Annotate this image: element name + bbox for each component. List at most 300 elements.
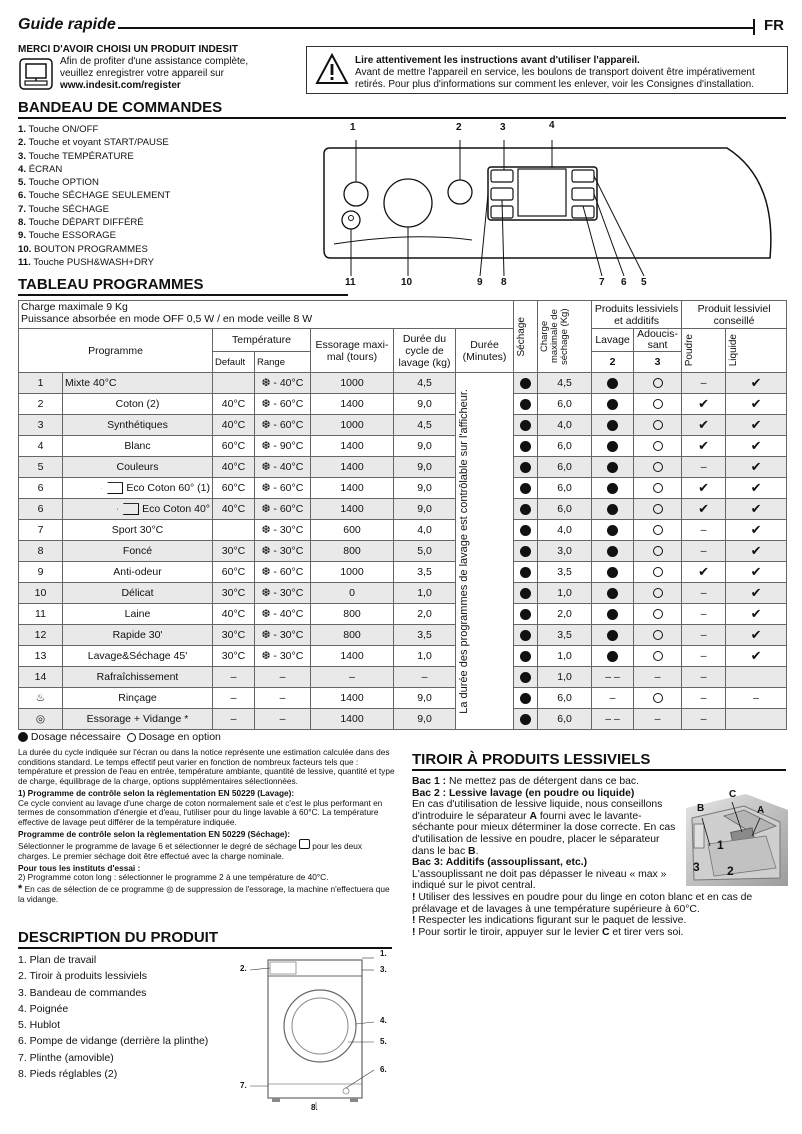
cell-value: ✔ [750,564,762,579]
list-item: 1. Touche ON/OFF [18,124,99,135]
cell-adou [634,415,682,436]
cell-dry [514,688,538,709]
cell-poudre [682,604,726,625]
callout-6: 6 [621,277,627,288]
cell-value: – [700,650,707,662]
cell-poudre [682,415,726,436]
table-row [19,583,787,604]
note-sechage-b: pour les deux charges. Le premier séchage doit être effectué avec la charge nominale. [18,841,363,862]
table-row [19,499,787,520]
program-number: 7 [19,520,63,541]
cell-cycle: 9,0 [394,709,456,730]
cell-value: 3,0 [557,545,572,557]
cell-dcharge [538,520,592,541]
cell-dcharge [538,583,592,604]
cell-dry [514,625,538,646]
cell-value: 3,5 [557,629,572,641]
cell-dcharge [538,373,592,394]
cell-range: ❆ - 60°C [255,415,311,436]
dot-marker [607,420,618,431]
list-item: 6. Pompe de vidange (derrière la plinthe) [18,1035,209,1048]
cell-dcharge [538,562,592,583]
dot-marker [520,420,531,431]
cell-value: ✔ [750,543,762,558]
cell-dcharge [538,667,592,688]
list-item: 5. Touche OPTION [18,177,99,189]
cell-adou [634,646,682,667]
cell-dry [514,520,538,541]
duree-header: Durée (Minutes) [456,329,514,373]
callout-3: 3 [500,122,506,133]
ring-marker [653,420,663,430]
dot-marker [607,504,618,515]
dot-marker [520,441,531,452]
program-number: 8 [19,541,63,562]
cell-adou [634,583,682,604]
cell-range: ❆ - 60°C [255,394,311,415]
cell-def: 30°C [213,646,255,667]
bac2-text-1: En cas d'utilisation de lessive liquide, nous conseillons d'introduire le séparateur [412,799,663,822]
ring-marker [653,525,663,535]
table-row [19,604,787,625]
list-item: 1. Plan de travail [18,954,97,966]
cell-adou [634,562,682,583]
program-name: Couleurs [63,457,213,478]
dot-marker [520,504,531,515]
cell-adou [634,457,682,478]
cell-dry [514,667,538,688]
bac1-text: Ne mettez pas de détergent dans ce bac. [446,776,640,787]
ring-marker [653,693,663,703]
cell-poudre [682,499,726,520]
ring-marker [653,651,663,661]
cell-range: ❆ - 60°C [255,499,311,520]
list-item: 4. ÉCRAN [18,163,63,175]
table-row [19,688,787,709]
cell-def [213,373,255,394]
callout-7: 7 [599,277,605,288]
cell-value: ✔ [750,459,762,474]
cell-value: ✔ [750,417,762,432]
cell-cycle: 1,0 [394,583,456,604]
ring-marker [653,399,663,409]
guide-title: Guide rapide [18,16,116,33]
cell-poudre [682,646,726,667]
list-item: 5. Hublot [18,1019,61,1032]
cell-spin: 1000 [311,562,394,583]
list-item: 3. Bandeau de commandes [18,986,147,999]
table-row [19,436,787,457]
list-item: 8. Touche DÉPART DIFFÉRÉ [18,217,144,229]
ring-marker [653,609,663,619]
cell-value: – [700,524,707,536]
cell-value: ✔ [698,438,709,453]
product-title: DESCRIPTION DU PRODUIT [18,929,219,946]
cell-cycle: 5,0 [394,541,456,562]
cell-value: – [700,713,707,725]
ring-marker [653,504,663,514]
ring-marker [653,588,663,598]
list-item: 11. Touche PUSH&WASH+DRY [18,256,155,268]
cell-value: – – [605,713,620,725]
cell-liquide [726,520,787,541]
register-url[interactable]: www.indesit.com/register [60,80,181,91]
cell-dry [514,583,538,604]
notes-block: La durée du cycle indiquée sur l'écran ou dans la notice représente une estimation calculée dans des conditions standard. Le temps effectif peut varier en fonction de nombreux facteurs tels que : température et pression de l'eau en entrée, température ambiante, quantité de lessive, quantité et type de charge, équilibrage de la charge, options supplémentaires sélectionnées. 1) Programme de contrôle selon la règlementation EN 50229 (Lavage): Ce cycle convient au lavage d'une charge de coton normalement sale et c'est le plus performant en termes de consommation d'énergie et d'eau, l'utiliser pour du linge lavable à 60°C. La température effective de lavage peut différer de la température indiquée. Programme de contrôle selon la règlementation EN 50229 (Séchage): Sélectionner le programme de lavage 6 et sélectionner le degré de séchage pour les deux charges. Le premier séchage doit être effectué avec la charge nominale. Pour tous les instituts d'essai : 2) Programme coton long : sélectionner le programme 2 à une température de 40°C. * En cas de sélection de ce programme ◎ de suppression de l'essorage, la machine n'effectuera que la vidange. [18,747,395,904]
cell-value: ✔ [698,417,709,432]
cell-def: 30°C [213,625,255,646]
cell-dcharge [538,688,592,709]
range-header: Range [255,352,311,373]
programs-table [18,300,787,730]
dot-marker [520,378,531,389]
power-text: Puissance absorbée en mode OFF 0,5 W / en mode veille 8 W [21,313,313,325]
cell-dry [514,604,538,625]
program-name: Rinçage [63,688,213,709]
note-heading-lavage: 1) Programme de contrôle selon la règlementation EN 50229 (Lavage): [18,787,295,798]
program-number: 3 [19,415,63,436]
cell-lav [592,373,634,394]
bac2-a: A [529,810,538,822]
dot-marker [607,588,618,599]
charge-text: Charge maximale 9 Kg [21,301,128,313]
cell-spin: 800 [311,541,394,562]
cell-dcharge [538,394,592,415]
product-callout-8: 8. [311,1103,318,1112]
cell-adou [634,625,682,646]
program-name: Essorage + Vidange * [63,709,213,730]
list-item: 8. Pieds réglables (2) [18,1068,118,1081]
cell-def: – [213,688,255,709]
cell-spin: 1000 [311,373,394,394]
drawer-title: TIROIR À PRODUITS LESSIVIELS [412,751,651,768]
cell-dcharge [538,646,592,667]
program-number [19,688,63,709]
thanks-block [18,44,298,92]
cell-liquide [726,583,787,604]
poudre-header: Poudre [682,329,726,373]
program-name: Mixte 40°C [63,373,213,394]
cell-spin: 1400 [311,457,394,478]
dot-marker [607,651,618,662]
cell-def: 40°C [213,499,255,520]
ring-marker [653,630,663,640]
cell-range: ❆ - 30°C [255,646,311,667]
cell-value: – [753,692,759,704]
note-heading-instituts: Pour tous les instituts d'essai : [18,862,141,873]
cell-dry [514,457,538,478]
cell-spin: 1400 [311,478,394,499]
cell-dcharge [538,499,592,520]
cell-liquide [726,415,787,436]
cell-lav [592,625,634,646]
product-callout-2: 2. [240,964,247,973]
callout-4: 4 [549,120,555,131]
bac3-label: Bac 3: Additifs (assouplissant, etc.) [412,857,588,869]
drawer-note-c: C [602,926,610,938]
ring-marker [653,378,663,388]
cell-spin: 1400 [311,394,394,415]
default-header: Default [213,352,255,373]
dot-marker [607,609,618,620]
dot-marker [607,525,618,536]
program-number: 10 [19,583,63,604]
spin-icon: ◎ [166,884,174,895]
duration-note-cell [456,373,514,730]
drawer-label-1: 1 [717,838,724,852]
cell-value: 3,5 [557,566,572,578]
note-heading-sechage: Programme de contrôle selon la règlementation EN 50229 (Séchage): [18,828,291,839]
cell-value: – [700,629,707,641]
eco-tag-icon [101,482,123,494]
cell-def: 40°C [213,394,255,415]
list-item: 6. Touche SÉCHAGE SEULEMENT [18,190,171,202]
drawer-label-a: A [757,805,765,816]
cell-liquide [726,562,787,583]
cell-spin: 1400 [311,436,394,457]
cell-poudre [682,709,726,730]
cell-cycle: 1,0 [394,646,456,667]
drawer-label-b: B [697,803,705,814]
dot-marker [520,525,531,536]
program-number: 14 [19,667,63,688]
list-item: 2. Tiroir à produits lessiviels [18,970,147,983]
cell-value: – [654,713,661,725]
cell-dry [514,373,538,394]
cell-range: – [255,709,311,730]
program-number: 2 [19,394,63,415]
table-row [19,394,787,415]
programs-rule [18,294,348,296]
liquide-header: Liquide [726,329,787,373]
cell-liquide [726,604,787,625]
cell-spin: 1400 [311,688,394,709]
cell-dry [514,499,538,520]
dot-marker [520,462,531,473]
callout-11: 11 [345,277,356,288]
table-row [19,562,787,583]
cell-spin: – [311,667,394,688]
eco-tag-icon [117,503,139,515]
cell-lav [592,520,634,541]
cell-value: 6,0 [557,461,572,473]
cell-lav [592,478,634,499]
cell-lav [592,604,634,625]
cell-poudre [682,625,726,646]
cell-value: ✔ [698,564,709,579]
dot-marker [520,672,531,683]
cell-range: – [255,667,311,688]
cell-def: 60°C [213,562,255,583]
cell-cycle: 3,5 [394,625,456,646]
cell-lav [592,541,634,562]
bac1-label: Bac 1 : [412,776,447,787]
note-lavage: Ce cycle convient au lavage d'une charge de coton normalement sale et c'est le plus performant en termes de consommation d'énergie et d'eau, l'utiliser pour du linge lavable à 60°C. La température effective de lavage peut différer de la température indiquée. [18,797,383,827]
program-name: Rafraîchissement [63,667,213,688]
drawer-note-3a: Pour sortir le tiroir, appuyer sur le levier [415,926,602,938]
callout-1: 1 [350,122,356,133]
program-name: Coton (2) [63,394,213,415]
cell-lav [592,436,634,457]
table-row [19,709,787,730]
callout-8: 8 [501,277,507,288]
cell-range: ❆ - 30°C [255,520,311,541]
cell-dry [514,646,538,667]
bac2-label: Bac 2 : Lessive lavage (en poudre ou liquide) [412,787,635,799]
ring-marker [127,733,136,742]
cell-value: – [700,692,707,704]
cell-spin: 600 [311,520,394,541]
cell-value: ✔ [750,438,762,453]
cell-poudre [682,457,726,478]
bac3-text: L'assouplissant ne doit pas dépasser le niveau « max » indiqué sur le pivot central. [412,868,667,892]
program-number: 4 [19,436,63,457]
cell-cycle: 4,5 [394,415,456,436]
table-info-cell [19,301,514,329]
cell-dcharge [538,541,592,562]
warning-title: Lire attentivement les instructions avant d'utiliser l'appareil. [355,55,640,66]
dot-marker [520,588,531,599]
product-callout-4: 4. [380,1016,387,1025]
program-name: Délicat [63,583,213,604]
table-row [19,520,787,541]
programme-header: Programme [19,329,213,373]
cell-value: 1,0 [557,587,572,599]
program-name: Sport 30°C [63,520,213,541]
list-item: 7. Plinthe (amovible) [18,1051,114,1064]
cell-def: 40°C [213,604,255,625]
cell-value: ✔ [750,606,762,621]
ring-marker [653,462,663,472]
dot-marker [607,483,618,494]
cell-liquide [726,541,787,562]
adoucissant-header: Adoucis-sant [634,329,682,352]
cell-value: – [654,671,661,683]
charge-sechage-header: Charge maximale de séchage (Kg) [538,301,592,373]
program-number: 1 [19,373,63,394]
cell-cycle: 4,5 [394,373,456,394]
cell-cycle: 9,0 [394,499,456,520]
cell-def: 30°C [213,583,255,604]
cell-dry [514,562,538,583]
cell-lav [592,457,634,478]
cell-value: – [700,461,707,473]
ring-marker [653,546,663,556]
program-number: 13 [19,646,63,667]
cell-def: – [213,709,255,730]
note-essorage-a: En cas de sélection de ce programme [24,884,164,895]
legend-required: Dosage nécessaire [30,731,121,743]
bac2-text-3: . [475,845,479,857]
conseille-header: Produit lessiviel conseillé [682,301,787,329]
table-row [19,478,787,499]
cell-value: – [609,692,616,704]
program-number: 12 [19,625,63,646]
program-name: Synthétiques [63,415,213,436]
cell-value: 1,0 [557,671,572,683]
table-row [19,646,787,667]
cell-dry [514,541,538,562]
program-name: Rapide 30' [63,625,213,646]
sechage-header: Séchage [514,301,538,373]
cell-liquide [726,499,787,520]
col3-header: 3 [634,352,682,373]
drawer-text: Bac 1 : Ne mettez pas de détergent dans ce bac. Bac 2 : Lessive lavage (en poudre ou liquide) En cas d'utilisation de lessive liquide, nous conseillons d'introduire le séparateur A fourni avec le lavante-séchante pour mieux déterminer la dose correcte. En cas d'utilisation de lessive en poudre, placer le séparateur dans le bac B. Bac 3: Additifs (assouplissant, etc.) L'assouplissant ne doit pas dépasser le niveau « max » indiqué sur le pivot central. ! Utiliser des lessives en poudre pour du linge en coton blanc et en cas de prélavage et de lavages à une température supérieure à 60°C. ! Respecter les indications figurant sur le paquet de lessive. ! Pour sortir le tiroir, appuyer sur le levier C et tirer vers soi. [412,776,753,938]
cell-lav [592,562,634,583]
dot-marker [520,651,531,662]
ring-marker [653,441,663,451]
cell-cycle: 9,0 [394,478,456,499]
produits-header: Produits lessiviels et additifs [592,301,682,329]
cell-adou [634,394,682,415]
cell-poudre [682,667,726,688]
rinse-icon: ♨ [35,692,46,704]
cell-def: 40°C [213,415,255,436]
cell-dry [514,394,538,415]
cell-range: ❆ - 90°C [255,436,311,457]
drawer-note-3b: et tirer vers soi. [609,926,684,938]
cell-adou [634,709,682,730]
program-name: Eco Coton 60° (1) [63,478,213,499]
cell-range: ❆ - 30°C [255,541,311,562]
cell-value: ✔ [750,627,762,642]
controls-list [18,123,170,269]
program-number: 6 [19,499,63,520]
drawer-label-c: C [729,789,737,800]
cell-adou [634,373,682,394]
cell-cycle: 9,0 [394,394,456,415]
dot-marker [520,399,531,410]
cell-poudre [682,688,726,709]
cell-dcharge [538,478,592,499]
cell-value: 6,0 [557,482,572,494]
drawer-rule [412,769,786,771]
cell-value: 4,0 [557,524,572,536]
table-row [19,541,787,562]
cell-def [213,520,255,541]
dot-marker [520,546,531,557]
product-list [18,952,208,1082]
cell-value: ✔ [698,501,709,516]
note-essorage-b: de suppression de l'essorage, la machine n'effectuera que la vidange. [18,884,390,904]
lavage-header: Lavage [592,329,634,352]
cell-value: 2,0 [557,608,572,620]
warning-text: Avant de mettre l'appareil en service, les boulons de transport doivent être impérativement retirés. Pour plus d'informations sur comment les enlever, voir les Consignes d'installation. [355,67,755,90]
cell-lav [592,646,634,667]
dot-marker [607,462,618,473]
cell-spin: 1400 [311,709,394,730]
cell-poudre [682,520,726,541]
table-row [19,667,787,688]
cell-adou [634,499,682,520]
thanks-line-2: veuillez enregistrer votre appareil sur [60,68,224,79]
program-number: 11 [19,604,63,625]
header-rule-tick [753,19,755,35]
table-row [19,625,787,646]
cell-value: ✔ [750,480,762,495]
dot-marker [607,378,618,389]
dot-marker [520,714,531,725]
cell-poudre [682,373,726,394]
dot-marker [520,483,531,494]
drawer-label-3: 3 [693,860,700,874]
cell-poudre [682,436,726,457]
program-number: 9 [19,562,63,583]
program-name: Lavage&Séchage 45' [63,646,213,667]
cell-dcharge [538,457,592,478]
cell-value: ✔ [750,648,762,663]
cycle-header: Durée du cycle de lavage (kg) [394,329,456,373]
